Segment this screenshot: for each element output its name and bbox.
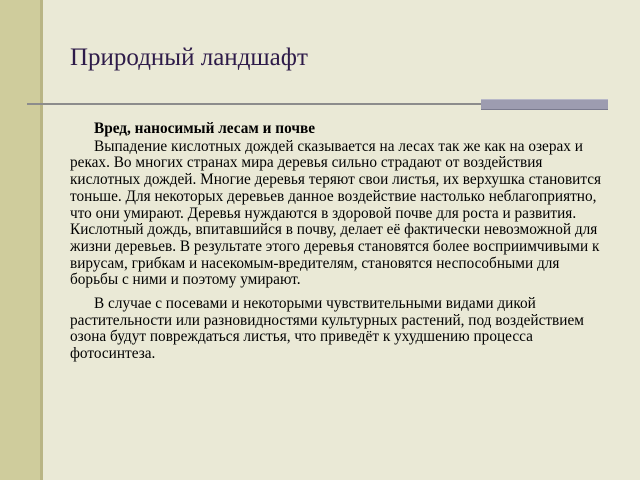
left-band-edge xyxy=(40,0,43,480)
body-paragraph-1: Выпадение кислотных дождей сказывается на лесах так же как на озерах и реках. Во многих странах мира деревья сильно страдают от воздействия кислотных дождей. Многие деревья теряют свои листья, их верхушка становится тоньше. Для некоторых деревьев данное воздействие настолько неблагоприятно, что они умирают. Деревья нуждаются в здоровой почве для роста и развития. Кислотный дождь, впитавшийся в почву, делает её фактически невозможной для жизни деревьев. В результате этого деревья становятся более восприимчивыми к вирусам, грибкам и насекомым-вредителям, становятся неспособными для борьбы с ними и поэтому умирают. xyxy=(70,137,602,289)
title-divider-accent-bar xyxy=(481,99,608,110)
body-paragraph-2: В случае с посевами и некоторыми чувствительными видами дикой растительности или разновидностями культурных растений, под воздействием озона будут повреждаться листья, что приведёт к ухудшению процесса фотосинтеза. xyxy=(70,295,584,363)
section-heading: Вред, наносимый лесам и почве xyxy=(94,120,316,137)
slide-body xyxy=(70,121,604,363)
left-decorative-band xyxy=(0,0,43,480)
slide-title: Природный ландшафт xyxy=(70,44,308,71)
